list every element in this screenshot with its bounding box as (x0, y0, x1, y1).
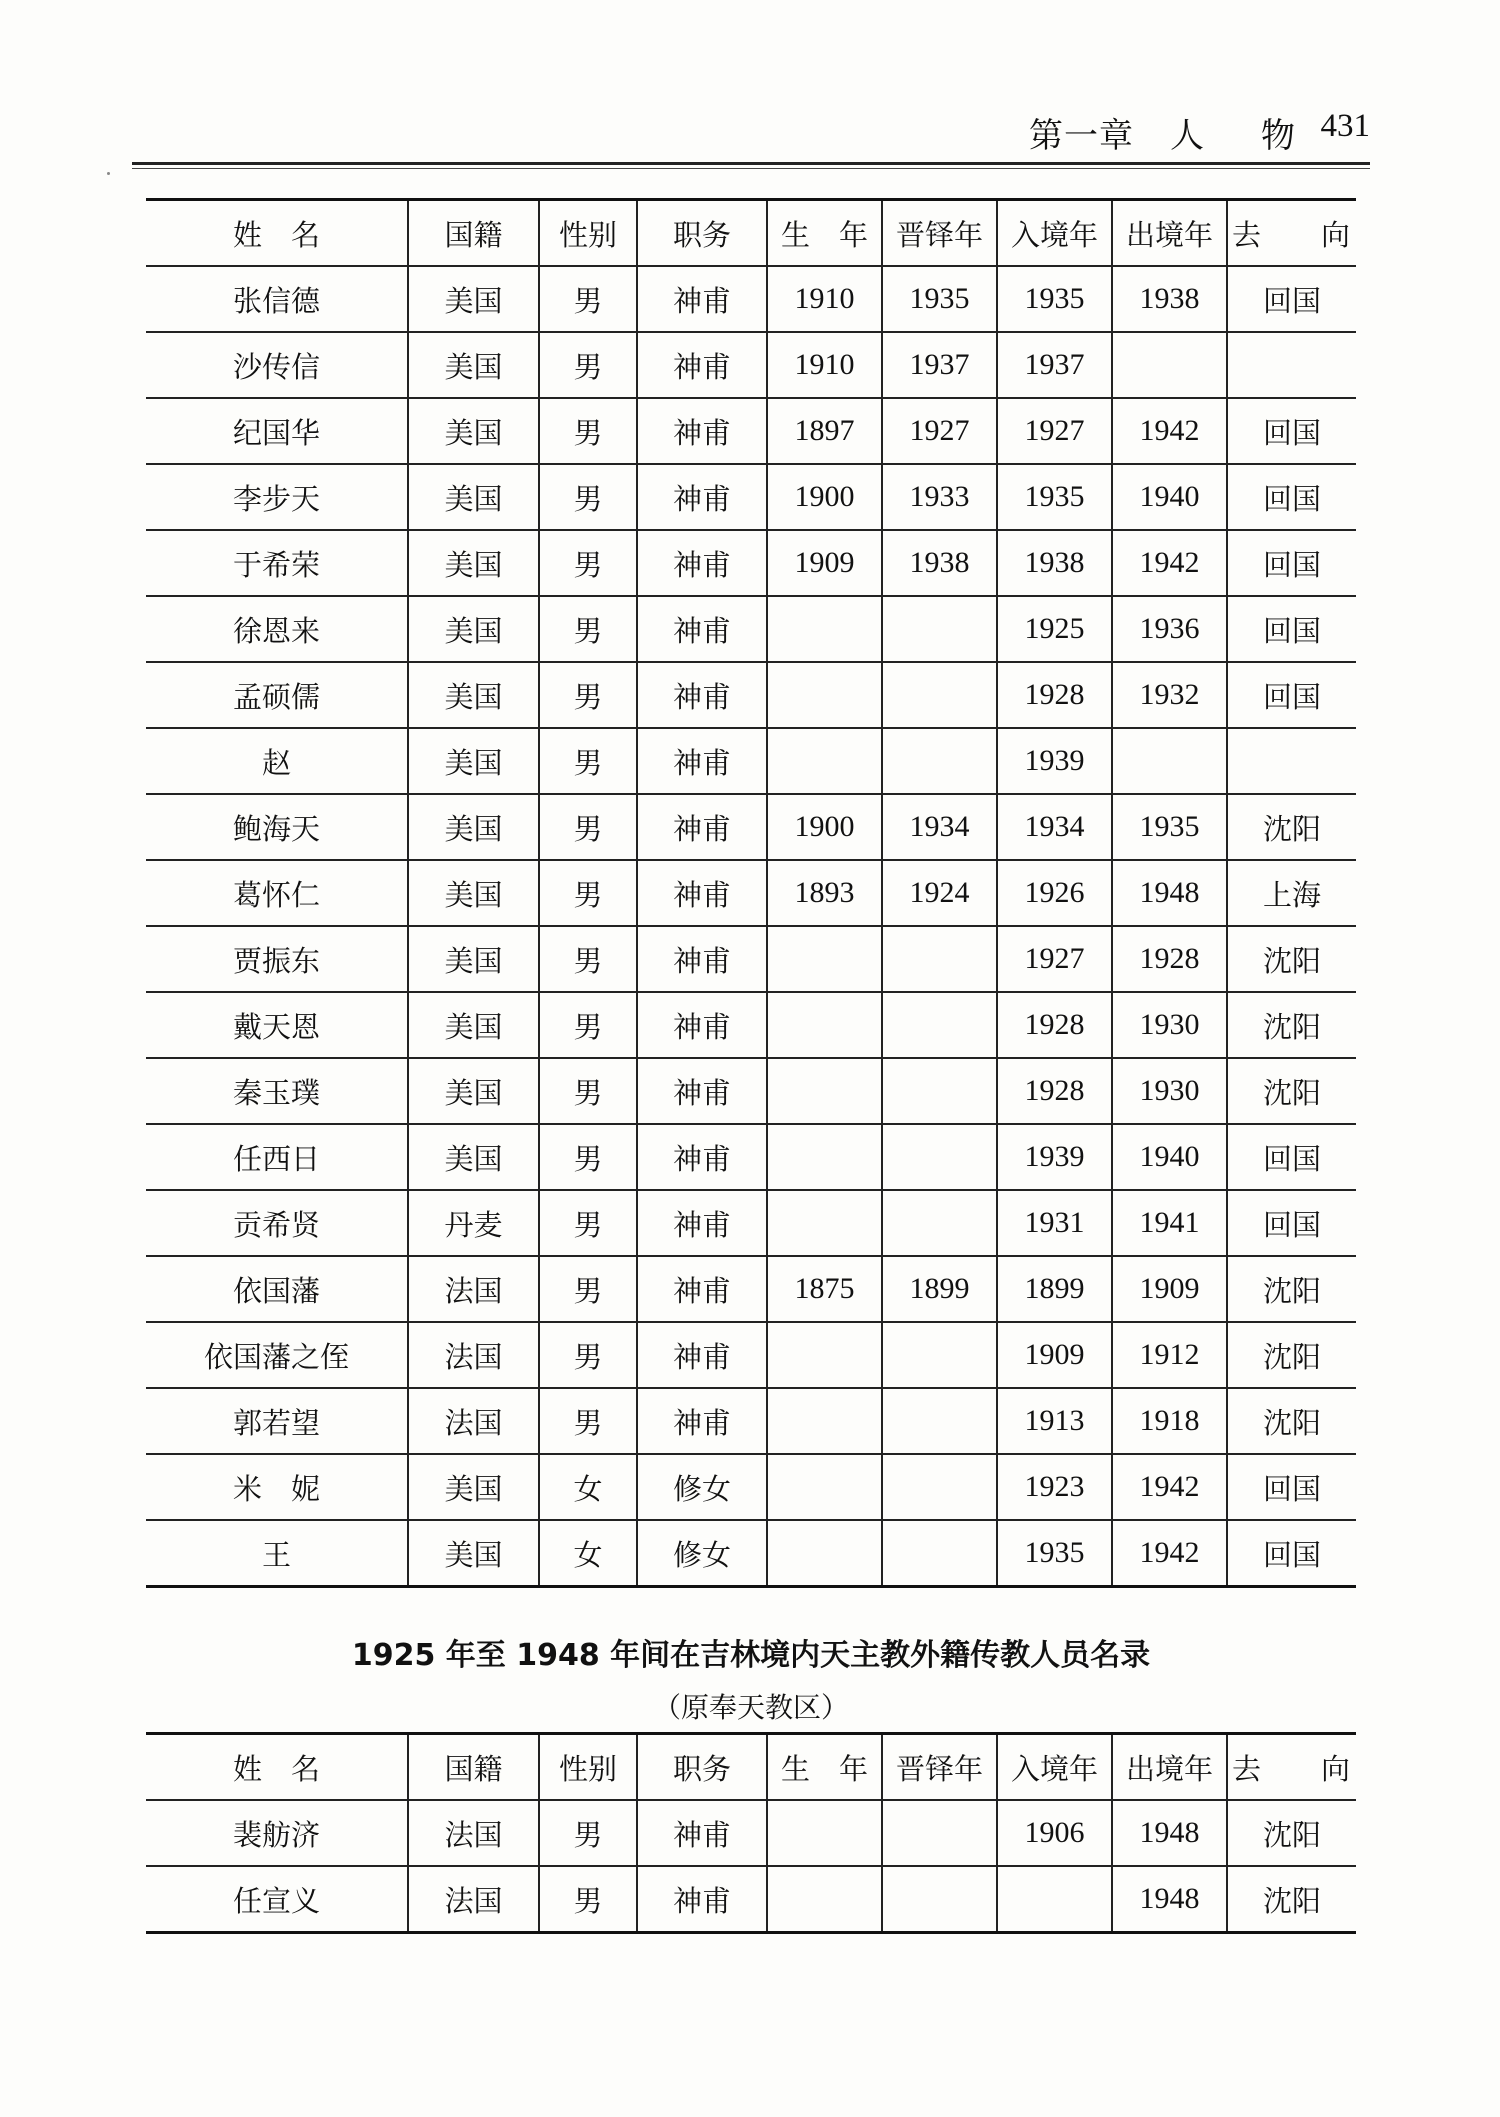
cell-ordination-year: 1937 (882, 332, 997, 398)
cell-entry-year: 1928 (997, 662, 1112, 728)
cell-gender: 女 (539, 1520, 637, 1587)
cell-exit-year: 1932 (1112, 662, 1227, 728)
cell-nationality: 法国 (408, 1388, 539, 1454)
cell-name: 葛怀仁 (146, 860, 408, 926)
header-nationality: 国籍 (408, 1734, 539, 1801)
chapter-heading (1029, 108, 1296, 157)
cell-position: 神甫 (637, 1800, 767, 1866)
cell-position: 神甫 (637, 464, 767, 530)
cell-gender: 男 (539, 1388, 637, 1454)
table-row (146, 266, 1356, 332)
cell-nationality: 美国 (408, 596, 539, 662)
cell-name: 鲍海天 (146, 794, 408, 860)
cell-nationality: 美国 (408, 1124, 539, 1190)
cell-ordination-year (882, 1322, 997, 1388)
cell-birth-year (767, 1124, 882, 1190)
cell-destination: 回国 (1227, 662, 1356, 728)
cell-destination: 回国 (1227, 1190, 1356, 1256)
cell-exit-year: 1942 (1112, 398, 1227, 464)
cell-exit-year: 1935 (1112, 794, 1227, 860)
table-row (146, 1190, 1356, 1256)
header-entry-year: 入境年 (997, 200, 1112, 267)
cell-position: 神甫 (637, 794, 767, 860)
cell-destination: 沈阳 (1227, 1322, 1356, 1388)
cell-entry-year: 1927 (997, 398, 1112, 464)
cell-entry-year: 1909 (997, 1322, 1112, 1388)
cell-entry-year: 1939 (997, 1124, 1112, 1190)
cell-exit-year: 1942 (1112, 530, 1227, 596)
cell-exit-year: 1918 (1112, 1388, 1227, 1454)
cell-gender: 男 (539, 992, 637, 1058)
cell-birth-year (767, 662, 882, 728)
table-row (146, 464, 1356, 530)
cell-name: 孟硕儒 (146, 662, 408, 728)
cell-entry-year: 1934 (997, 794, 1112, 860)
cell-gender: 男 (539, 662, 637, 728)
cell-position: 神甫 (637, 1388, 767, 1454)
cell-position: 神甫 (637, 266, 767, 332)
table-row (146, 992, 1356, 1058)
cell-gender: 男 (539, 860, 637, 926)
cell-nationality: 法国 (408, 1800, 539, 1866)
cell-gender: 男 (539, 398, 637, 464)
cell-nationality: 美国 (408, 398, 539, 464)
cell-ordination-year (882, 1058, 997, 1124)
cell-name: 李步天 (146, 464, 408, 530)
cell-exit-year: 1942 (1112, 1454, 1227, 1520)
cell-ordination-year (882, 1124, 997, 1190)
header-exit-year: 出境年 (1112, 1734, 1227, 1801)
cell-destination: 回国 (1227, 1454, 1356, 1520)
cell-gender: 男 (539, 464, 637, 530)
cell-birth-year: 1900 (767, 794, 882, 860)
cell-birth-year (767, 1190, 882, 1256)
cell-birth-year (767, 1520, 882, 1587)
cell-nationality: 法国 (408, 1866, 539, 1933)
cell-name: 贡希贤 (146, 1190, 408, 1256)
cell-name: 郭若望 (146, 1388, 408, 1454)
table-row (146, 530, 1356, 596)
cell-ordination-year (882, 1454, 997, 1520)
cell-gender: 男 (539, 1124, 637, 1190)
cell-destination: 沈阳 (1227, 1058, 1356, 1124)
cell-entry-year: 1923 (997, 1454, 1112, 1520)
cell-ordination-year: 1927 (882, 398, 997, 464)
cell-entry-year (997, 1866, 1112, 1933)
cell-exit-year: 1930 (1112, 1058, 1227, 1124)
cell-birth-year: 1897 (767, 398, 882, 464)
cell-name: 裴舫济 (146, 1800, 408, 1866)
cell-gender: 男 (539, 728, 637, 794)
cell-name: 依国藩之侄 (146, 1322, 408, 1388)
header-rule-thin (132, 168, 1370, 169)
table-header-row (146, 200, 1356, 267)
missionary-table-2 (146, 1732, 1356, 1934)
cell-birth-year (767, 1058, 882, 1124)
cell-exit-year: 1936 (1112, 596, 1227, 662)
table-row (146, 1388, 1356, 1454)
cell-birth-year: 1893 (767, 860, 882, 926)
cell-nationality: 美国 (408, 1520, 539, 1587)
cell-entry-year: 1931 (997, 1190, 1112, 1256)
header-ordination-year: 晋铎年 (882, 1734, 997, 1801)
cell-name: 秦玉璞 (146, 1058, 408, 1124)
cell-gender: 男 (539, 266, 637, 332)
cell-destination: 沈阳 (1227, 926, 1356, 992)
cell-gender: 男 (539, 1190, 637, 1256)
cell-exit-year: 1938 (1112, 266, 1227, 332)
cell-entry-year: 1928 (997, 1058, 1112, 1124)
header-position: 职务 (637, 1734, 767, 1801)
cell-gender: 男 (539, 332, 637, 398)
cell-entry-year: 1906 (997, 1800, 1112, 1866)
cell-destination: 沈阳 (1227, 1256, 1356, 1322)
table-row (146, 728, 1356, 794)
cell-position: 神甫 (637, 1190, 767, 1256)
table-row (146, 926, 1356, 992)
cell-exit-year: 1912 (1112, 1322, 1227, 1388)
cell-birth-year: 1910 (767, 332, 882, 398)
cell-destination: 回国 (1227, 398, 1356, 464)
cell-nationality: 美国 (408, 728, 539, 794)
section-title: 1925 年至 1948 年间在吉林境内天主教外籍传教人员名录 (351, 1638, 1151, 1673)
cell-ordination-year (882, 1388, 997, 1454)
cell-position: 神甫 (637, 398, 767, 464)
table-row (146, 1520, 1356, 1587)
cell-destination: 回国 (1227, 596, 1356, 662)
cell-name: 米 妮 (146, 1454, 408, 1520)
table-row (146, 1058, 1356, 1124)
cell-destination: 沈阳 (1227, 1800, 1356, 1866)
cell-exit-year: 1928 (1112, 926, 1227, 992)
cell-nationality: 美国 (408, 332, 539, 398)
cell-gender: 男 (539, 1058, 637, 1124)
cell-gender: 男 (539, 596, 637, 662)
header-gender: 性别 (539, 1734, 637, 1801)
cell-entry-year: 1928 (997, 992, 1112, 1058)
cell-position: 神甫 (637, 530, 767, 596)
cell-nationality: 美国 (408, 992, 539, 1058)
cell-name: 赵 (146, 728, 408, 794)
cell-birth-year (767, 926, 882, 992)
cell-destination (1227, 728, 1356, 794)
cell-nationality: 美国 (408, 530, 539, 596)
cell-exit-year: 1948 (1112, 860, 1227, 926)
cell-destination: 上海 (1227, 860, 1356, 926)
table-row (146, 1866, 1356, 1933)
cell-gender: 女 (539, 1454, 637, 1520)
chapter-label: 第一章 (1029, 116, 1134, 156)
cell-ordination-year (882, 1866, 997, 1933)
cell-exit-year: 1940 (1112, 1124, 1227, 1190)
cell-birth-year (767, 1800, 882, 1866)
cell-ordination-year (882, 1800, 997, 1866)
cell-gender: 男 (539, 1866, 637, 1933)
cell-entry-year: 1937 (997, 332, 1112, 398)
cell-position: 修女 (637, 1454, 767, 1520)
cell-entry-year: 1899 (997, 1256, 1112, 1322)
missionary-table-1 (146, 198, 1356, 1588)
cell-name: 于希荣 (146, 530, 408, 596)
cell-ordination-year: 1899 (882, 1256, 997, 1322)
header-position: 职务 (637, 200, 767, 267)
cell-ordination-year: 1935 (882, 266, 997, 332)
table-row (146, 1454, 1356, 1520)
table-row (146, 332, 1356, 398)
cell-destination: 沈阳 (1227, 992, 1356, 1058)
cell-destination: 沈阳 (1262, 1883, 1321, 1918)
header-gender: 性别 (539, 200, 637, 267)
cell-entry-year: 1939 (997, 728, 1112, 794)
cell-position: 神甫 (637, 596, 767, 662)
table-row (146, 1256, 1356, 1322)
cell-nationality: 美国 (408, 1058, 539, 1124)
cell-name: 纪国华 (146, 398, 408, 464)
running-header (132, 108, 1370, 154)
scan-speck (107, 172, 110, 175)
cell-destination: 回国 (1227, 464, 1356, 530)
header-destination: 去 向 (1227, 1734, 1356, 1801)
cell-position: 神甫 (637, 728, 767, 794)
section-subtitle: （原奉天教区） (652, 1691, 849, 1724)
cell-destination: 回国 (1227, 266, 1356, 332)
cell-gender: 男 (539, 1800, 637, 1866)
header-entry-year: 入境年 (997, 1734, 1112, 1801)
cell-destination: 沈阳 (1227, 1388, 1356, 1454)
cell-birth-year (767, 1454, 882, 1520)
cell-nationality: 美国 (408, 926, 539, 992)
cell-exit-year: 1948 (1112, 1800, 1227, 1866)
cell-ordination-year: 1924 (882, 860, 997, 926)
cell-birth-year (767, 596, 882, 662)
cell-position: 神甫 (637, 1256, 767, 1322)
cell-ordination-year (882, 926, 997, 992)
cell-position: 神甫 (637, 332, 767, 398)
cell-entry-year: 1935 (997, 266, 1112, 332)
cell-ordination-year: 1938 (882, 530, 997, 596)
cell-name: 张信德 (146, 266, 408, 332)
cell-destination: 回国 (1227, 1124, 1356, 1190)
cell-destination: 回国 (1262, 1537, 1321, 1572)
chapter-title-part-a: 人 (1170, 116, 1205, 156)
cell-gender: 男 (539, 1322, 637, 1388)
header-birth-year: 生 年 (767, 1734, 882, 1801)
cell-nationality: 美国 (408, 860, 539, 926)
cell-exit-year: 1930 (1112, 992, 1227, 1058)
cell-nationality: 法国 (408, 1322, 539, 1388)
cell-birth-year (767, 1322, 882, 1388)
cell-ordination-year (882, 728, 997, 794)
chapter-title-part-b: 物 (1261, 116, 1296, 156)
cell-name: 王 (146, 1520, 408, 1587)
cell-position: 神甫 (637, 662, 767, 728)
header-name: 姓 名 (146, 200, 408, 267)
cell-ordination-year: 1933 (882, 464, 997, 530)
cell-exit-year: 1941 (1112, 1190, 1227, 1256)
cell-birth-year (767, 728, 882, 794)
cell-exit-year (1112, 332, 1227, 398)
cell-entry-year: 1927 (997, 926, 1112, 992)
cell-nationality: 法国 (408, 1256, 539, 1322)
cell-nationality: 美国 (408, 464, 539, 530)
cell-ordination-year: 1934 (882, 794, 997, 860)
table-row (146, 860, 1356, 926)
cell-entry-year: 1913 (997, 1388, 1112, 1454)
header-exit-year: 出境年 (1112, 200, 1227, 267)
cell-name: 戴天恩 (146, 992, 408, 1058)
cell-position: 神甫 (637, 1124, 767, 1190)
header-ordination-year: 晋铎年 (882, 200, 997, 267)
cell-nationality: 美国 (408, 662, 539, 728)
cell-exit-year (1112, 728, 1227, 794)
header-nationality: 国籍 (408, 200, 539, 267)
table-header-row (146, 1734, 1356, 1801)
cell-ordination-year (882, 1190, 997, 1256)
cell-entry-year: 1926 (997, 860, 1112, 926)
cell-birth-year: 1875 (767, 1256, 882, 1322)
cell-name: 任宣义 (146, 1866, 408, 1933)
cell-position: 神甫 (637, 926, 767, 992)
cell-nationality: 美国 (408, 266, 539, 332)
table-row (146, 398, 1356, 464)
cell-gender: 男 (539, 1256, 637, 1322)
cell-position: 神甫 (637, 1322, 767, 1388)
cell-entry-year: 1938 (997, 530, 1112, 596)
cell-birth-year: 1900 (767, 464, 882, 530)
cell-position: 神甫 (637, 1058, 767, 1124)
cell-destination: 沈阳 (1227, 794, 1356, 860)
table-row (146, 794, 1356, 860)
cell-position: 神甫 (637, 992, 767, 1058)
cell-name: 徐恩来 (146, 596, 408, 662)
cell-ordination-year (882, 662, 997, 728)
table-row (146, 596, 1356, 662)
cell-exit-year: 1948 (1112, 1866, 1227, 1933)
cell-birth-year: 1909 (767, 530, 882, 596)
cell-gender: 男 (539, 794, 637, 860)
cell-nationality: 美国 (408, 1454, 539, 1520)
cell-gender: 男 (539, 530, 637, 596)
header-name: 姓 名 (146, 1734, 408, 1801)
cell-birth-year (767, 1866, 882, 1933)
cell-position: 神甫 (637, 1866, 767, 1933)
header-destination: 去 向 (1227, 200, 1356, 267)
cell-name: 任西日 (146, 1124, 408, 1190)
cell-ordination-year (882, 992, 997, 1058)
header-rule-thick (132, 162, 1370, 165)
cell-birth-year (767, 1388, 882, 1454)
cell-nationality: 美国 (408, 794, 539, 860)
cell-exit-year: 1940 (1112, 464, 1227, 530)
cell-entry-year: 1925 (997, 596, 1112, 662)
cell-name: 贾振东 (146, 926, 408, 992)
table-row (146, 1124, 1356, 1190)
cell-birth-year (767, 992, 882, 1058)
cell-nationality: 丹麦 (408, 1190, 539, 1256)
cell-exit-year: 1909 (1112, 1256, 1227, 1322)
cell-exit-year: 1942 (1112, 1520, 1227, 1587)
page-number: 431 (1320, 108, 1370, 144)
header-birth-year: 生 年 (767, 200, 882, 267)
table-row (146, 1322, 1356, 1388)
cell-ordination-year (882, 596, 997, 662)
cell-position: 修女 (637, 1520, 767, 1587)
cell-ordination-year (882, 1520, 997, 1587)
cell-gender: 男 (539, 926, 637, 992)
cell-destination (1227, 332, 1356, 398)
cell-position: 神甫 (637, 860, 767, 926)
cell-birth-year: 1910 (767, 266, 882, 332)
cell-name: 依国藩 (146, 1256, 408, 1322)
table-row (146, 662, 1356, 728)
cell-entry-year: 1935 (997, 1520, 1112, 1587)
table-row (146, 1800, 1356, 1866)
cell-destination: 回国 (1227, 530, 1356, 596)
cell-entry-year: 1935 (997, 464, 1112, 530)
cell-name: 沙传信 (146, 332, 408, 398)
